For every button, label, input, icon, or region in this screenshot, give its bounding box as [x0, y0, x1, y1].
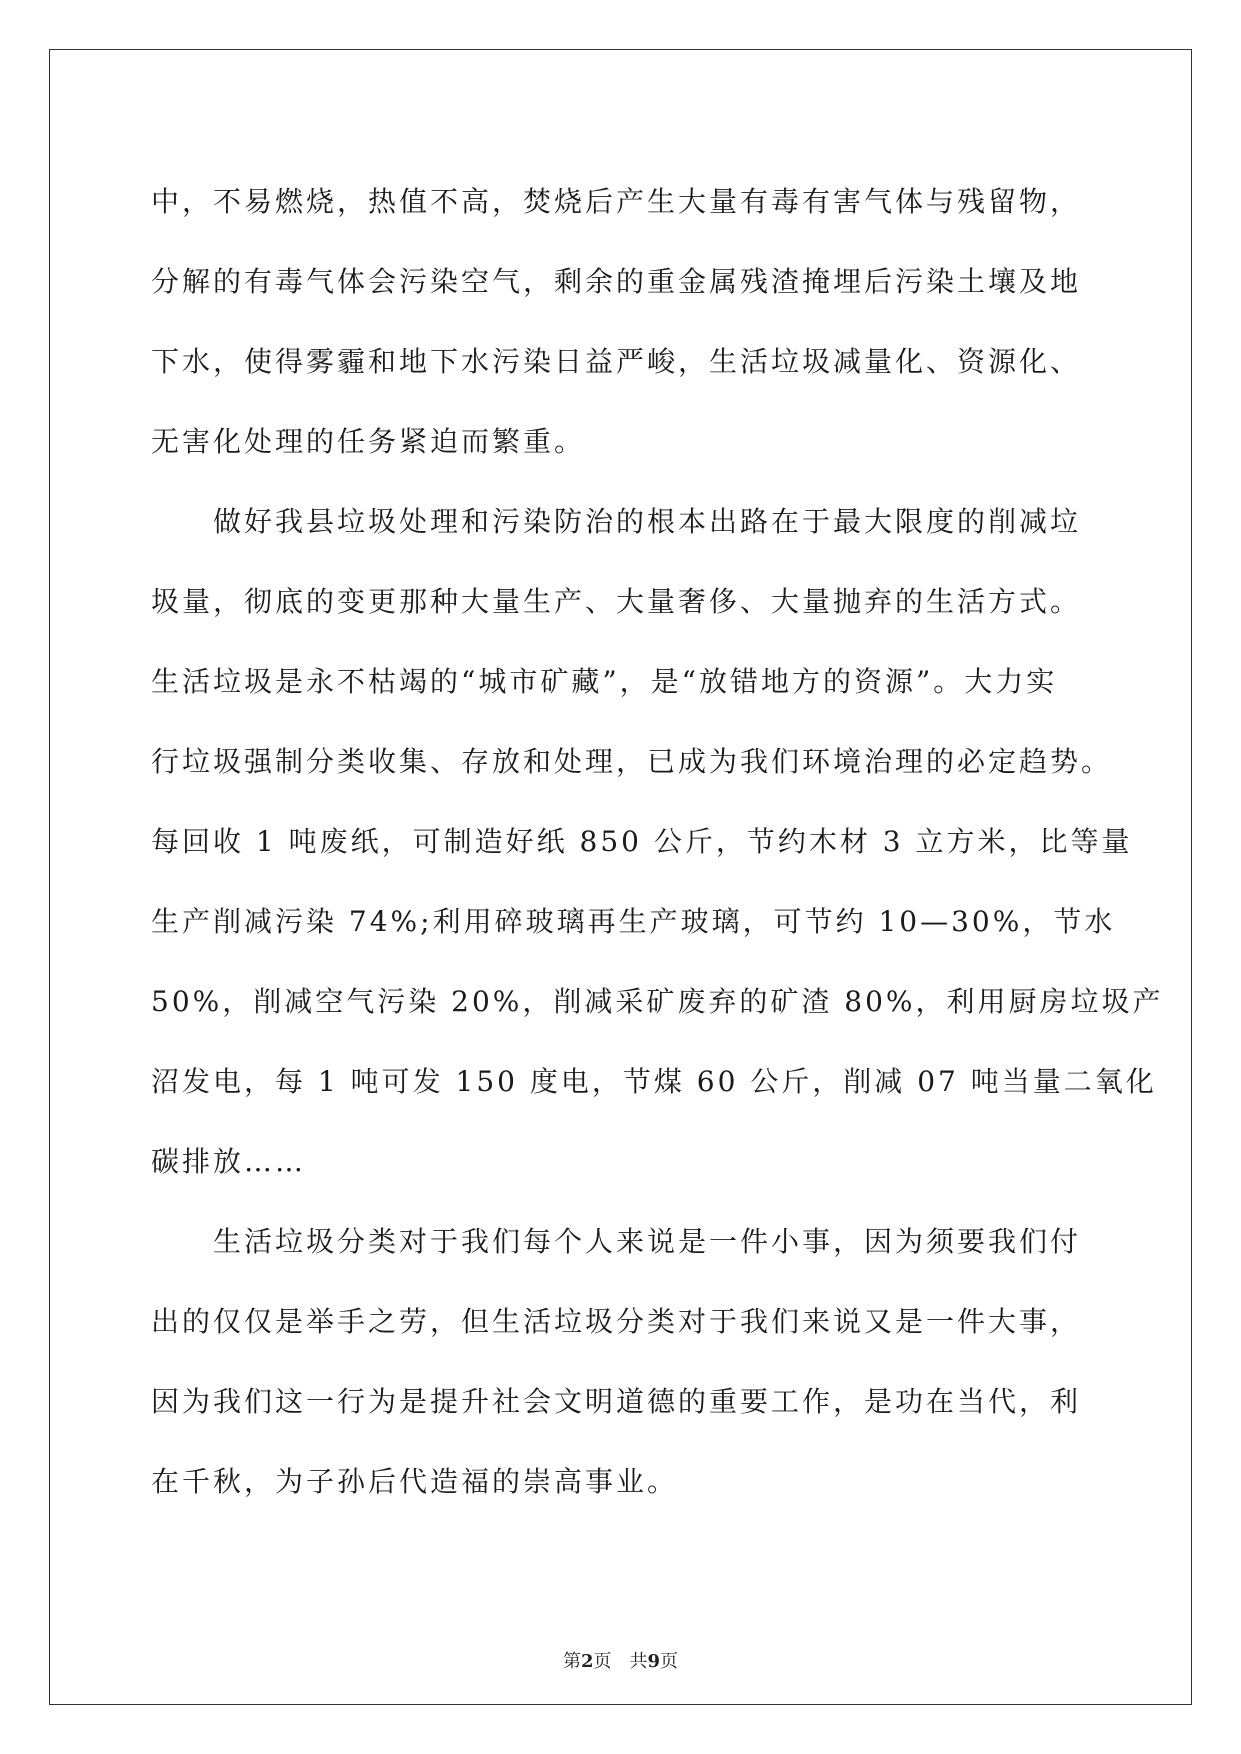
page-suffix: 页	[593, 1651, 612, 1672]
paragraph-2-line-9: 碳排放……	[151, 1145, 307, 1178]
total-suffix: 页	[660, 1651, 679, 1672]
total-prefix: 共	[629, 1651, 648, 1672]
paragraph-3-line-2: 出的仅仅是举手之劳，但生活垃圾分类对于我们来说又是一件大事，	[151, 1305, 1082, 1338]
paragraph-1-line-2: 分解的有毒气体会污染空气，剩余的重金属残渣掩埋后污染土壤及地	[151, 265, 1082, 298]
paragraph-2-line-1: 做好我县垃圾处理和污染防治的根本出路在于最大限度的削减垃	[213, 505, 1082, 538]
paragraph-2-line-7: 50%，削减空气污染 20%，削减采矿废弃的矿渣 80%，利用厨房垃圾产	[151, 985, 1164, 1018]
page-total-number: 9	[647, 1651, 661, 1672]
paragraph-2-line-6: 生产削减污染 74%;利用碎玻璃再生产玻璃，可节约 10—30%，节水	[151, 905, 1116, 938]
paragraph-2-line-2: 圾量，彻底的变更那种大量生产、大量奢侈、大量抛弃的生活方式。	[151, 585, 1082, 618]
paragraph-3-line-1: 生活垃圾分类对于我们每个人来说是一件小事，因为须要我们付	[213, 1225, 1082, 1258]
paragraph-2-line-4: 行垃圾强制分类收集、存放和处理，已成为我们环境治理的必定趋势。	[151, 745, 1113, 778]
paragraph-3-line-3: 因为我们这一行为是提升社会文明道德的重要工作，是功在当代，利	[151, 1385, 1082, 1418]
paragraph-2-line-8: 沼发电，每 1 吨可发 150 度电，节煤 60 公斤，削减 07 吨当量二氧化	[151, 1065, 1157, 1098]
paragraph-1-line-4: 无害化处理的任务紧迫而繁重。	[151, 425, 586, 458]
paragraph-1-line-3: 下水，使得雾霾和地下水污染日益严峻，生活垃圾减量化、资源化、	[151, 345, 1082, 378]
paragraph-1-line-1: 中，不易燃烧，热值不高，焚烧后产生大量有毒有害气体与残留物，	[151, 185, 1082, 218]
paragraph-2-line-3: 生活垃圾是永不枯竭的“城市矿藏”，是“放错地方的资源”。大力实	[151, 665, 1058, 698]
page-prefix: 第	[562, 1651, 581, 1672]
page-current-number: 2	[580, 1651, 594, 1672]
page-footer	[0, 1647, 1241, 1673]
paragraph-3-line-4: 在千秋，为子孙后代造福的崇高事业。	[151, 1465, 679, 1498]
document-body	[151, 162, 1164, 1522]
paragraph-2-line-5: 每回收 1 吨废纸，可制造好纸 850 公斤，节约木材 3 立方米，比等量	[151, 825, 1133, 858]
